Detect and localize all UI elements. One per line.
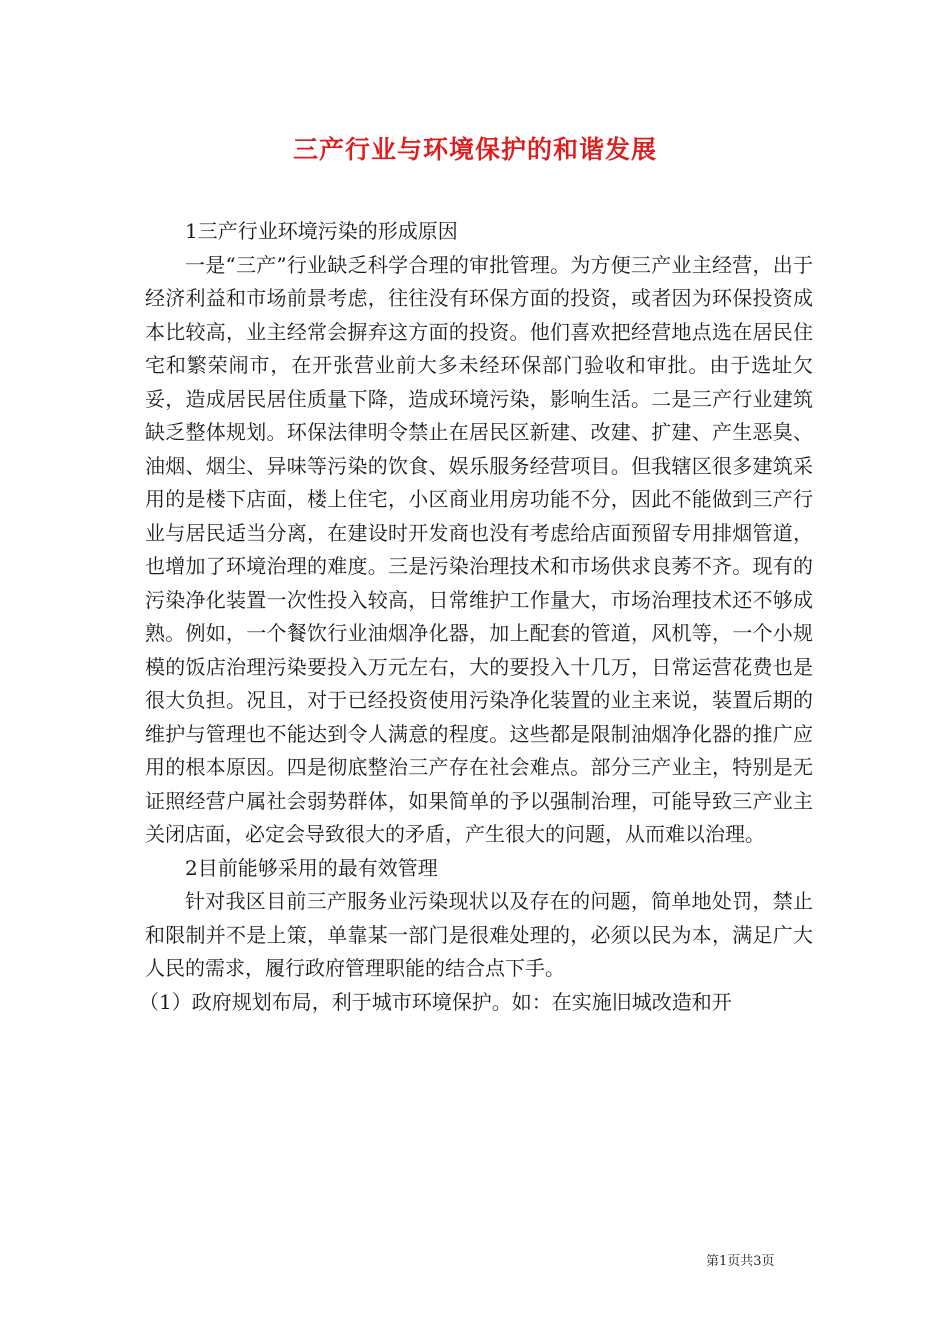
document-title: 三产行业与环境保护的和谐发展: [292, 135, 657, 164]
paragraph-2: 针对我区目前三产服务业污染现状以及存在的问题，简单地处罚，禁止和限制并不是上策，单靠某一部门是很难处理的，必须以民为本，满足广大人民的需求，履行政府管理职能的结合点下手。: [145, 889, 813, 980]
section-heading-1: 1三产行业环境污染的形成原因: [185, 219, 458, 243]
section-heading-2: 2目前能够采用的最有效管理: [185, 855, 438, 880]
document-body: [139, 215, 813, 1019]
paragraph-1: 一是“三产”行业缺乏科学合理的审批管理。为方便三产业主经营，出于经济利益和市场前景考虑，往往没有环保方面的投资，或者因为环保投资成本比较高，业主经常会摒弃这方面的投资。他们喜欢把经营地点选在居民住宅和繁荣闹市，在开张营业前大多未经环保部门验收和审批。由于选址欠妥，造成居民居住质量下降，造成环境污染，影响生活。二是三产行业建筑缺乏整体规划。环保法律明令禁止在居民区新建、改建、扩建、产生恶臭、油烟、烟尘、异味等污染的饮食、娱乐服务经营项目。但我辖区很多建筑采用的是楼下店面，楼上住宅，小区商业用房功能不分，因此不能做到三产行业与居民适当分离，在建设时开发商也没有考虑给店面预留专用排烟管道，也增加了环境治理的难度。三是污染治理技术和市场供求良莠不齐。现有的污染净化装置一次性投入较高，日常维护工作量大，市场治理技术还不够成熟。例如，一个餐饮行业油烟净化器，加上配套的管道，风机等，一个小规模的饭店治理污染要投入万元左右，大的要投入十几万，日常运营花费也是很大负担。况且，对于已经投资使用污染净化装置的业主来说，装置后期的维护与管理也不能达到令人满意的程度。这些都是限制油烟净化器的推广应用的根本原因。四是彻底整治三产存在社会难点。部分三产业主，特别是无证照经营户属社会弱势群体，如果简单的予以强制治理，可能导致三产业主关闭店面，必定会导致很大的矛盾，产生很大的问题，从而难以治理。: [145, 252, 813, 846]
page-indicator: 第1页共3页: [706, 1254, 775, 1269]
paragraph-3: （1）政府规划布局，利于城市环境保护。如：在实施旧城改造和开: [139, 989, 732, 1014]
